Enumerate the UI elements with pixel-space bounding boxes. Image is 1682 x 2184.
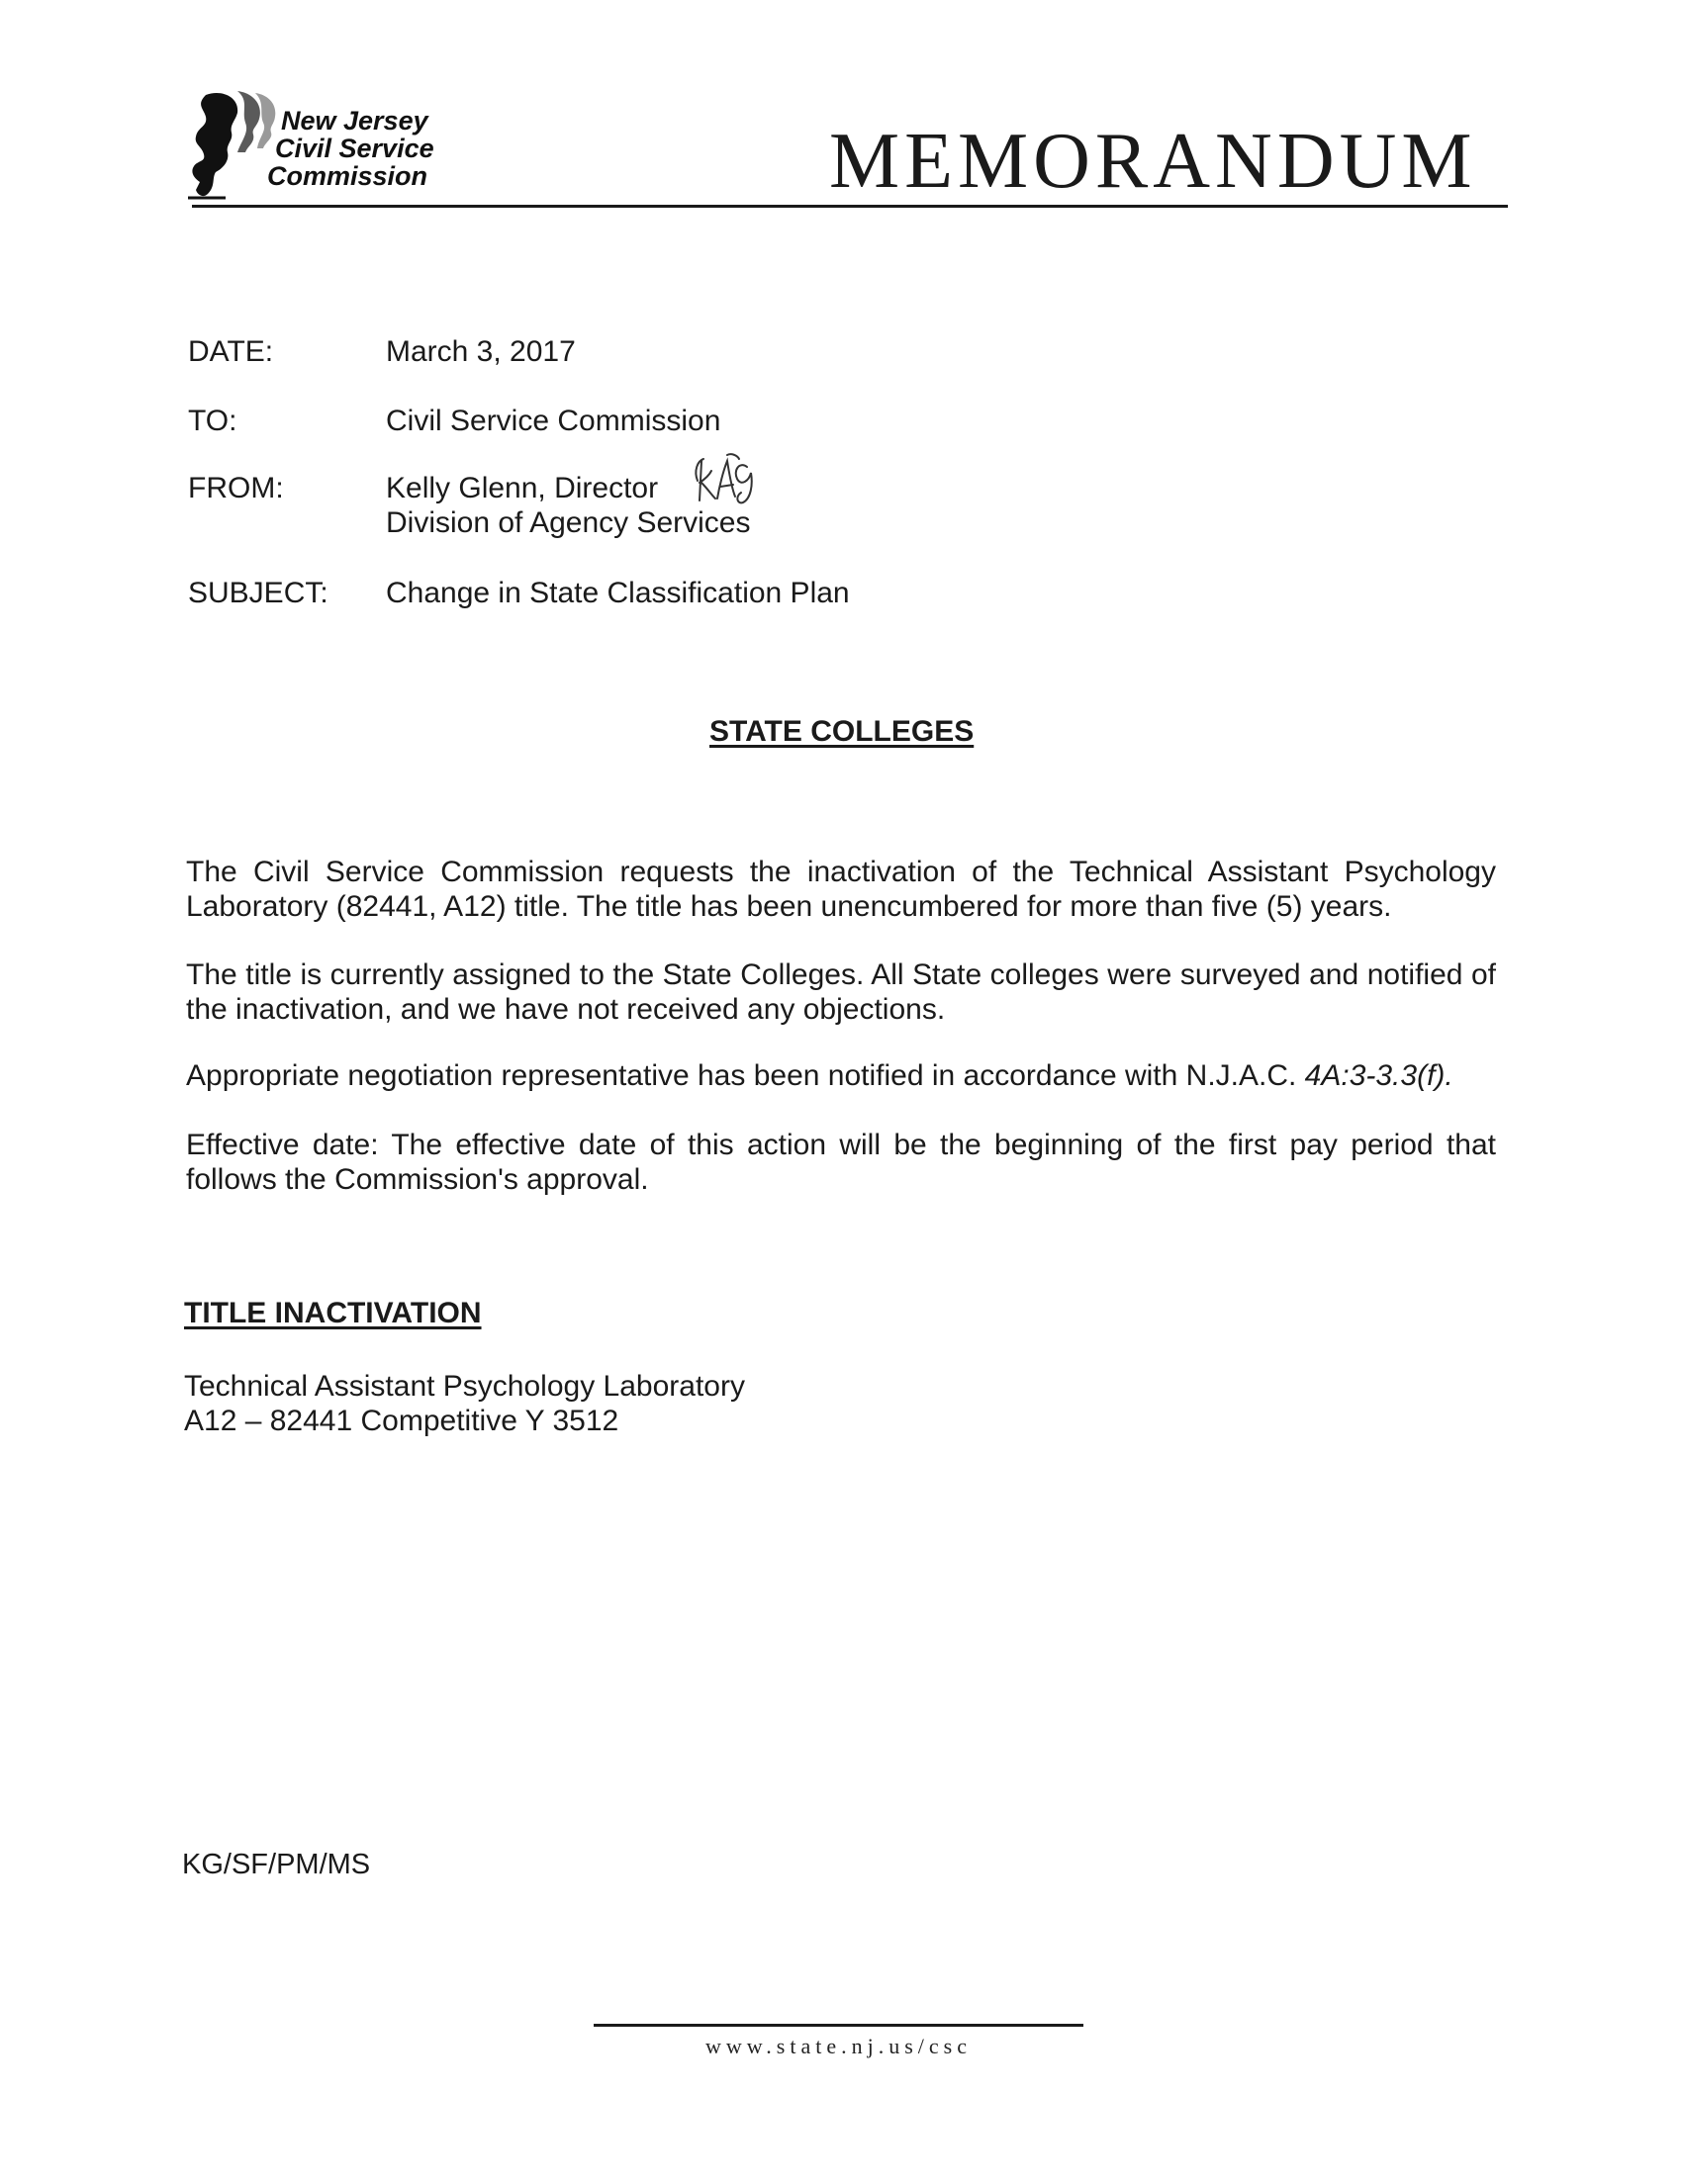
to-label: TO: (188, 405, 237, 437)
date-value: March 3, 2017 (386, 335, 576, 368)
subject-value: Change in State Classification Plan (386, 577, 850, 609)
commission-logo-text (267, 107, 434, 190)
title-inactivation-heading: TITLE INACTIVATION (184, 1297, 482, 1329)
njac-citation: 4A:3-3.3(f). (1304, 1059, 1453, 1092)
body-paragraph-2: The title is currently assigned to the State Colleges. All State colleges were surveyed and notified of the inactivation, and we have not received any objections. (186, 958, 1496, 1026)
from-name: Kelly Glenn, Director (386, 472, 659, 504)
footer-website: www.state.nj.us/csc (705, 2034, 972, 2058)
logo-line-1: New Jersey (281, 106, 428, 136)
body-paragraph-4: Effective date: The effective date of this action will be the beginning of the first pay period that follows the Commission's approval. (186, 1129, 1496, 1196)
body-paragraph-1: The Civil Service Commission requests the inactivation of the Technical Assistant Psychology Laboratory (82441, A12) title. The title has been unencumbered for more than five (5) years. (186, 856, 1496, 923)
state-colleges-heading: STATE COLLEGES (709, 715, 975, 748)
handwritten-initials-signature (688, 451, 772, 512)
paragraph-3-text: Appropriate negotiation representative has been notified in accordance with N.J.A.C. (186, 1059, 1305, 1092)
reference-initials: KG/SF/PM/MS (182, 1849, 371, 1880)
logo-line-3: Commission (267, 161, 428, 191)
footer-divider (594, 2024, 1083, 2027)
inactivated-title-block (184, 1369, 745, 1438)
inactivated-title-code: A12 – 82441 Competitive Y 3512 (184, 1405, 619, 1437)
body-paragraph-3 (186, 1058, 1496, 1093)
from-division: Division of Agency Services (386, 506, 751, 539)
date-label: DATE: (188, 335, 274, 368)
from-label: FROM: (188, 472, 284, 504)
inactivated-title-name: Technical Assistant Psychology Laboratory (184, 1370, 745, 1403)
subject-label: SUBJECT: (188, 577, 328, 609)
to-value: Civil Service Commission (386, 405, 721, 437)
memo-title: MEMORANDUM (829, 118, 1477, 205)
header-divider (192, 205, 1508, 208)
logo-line-2: Civil Service (275, 134, 434, 163)
